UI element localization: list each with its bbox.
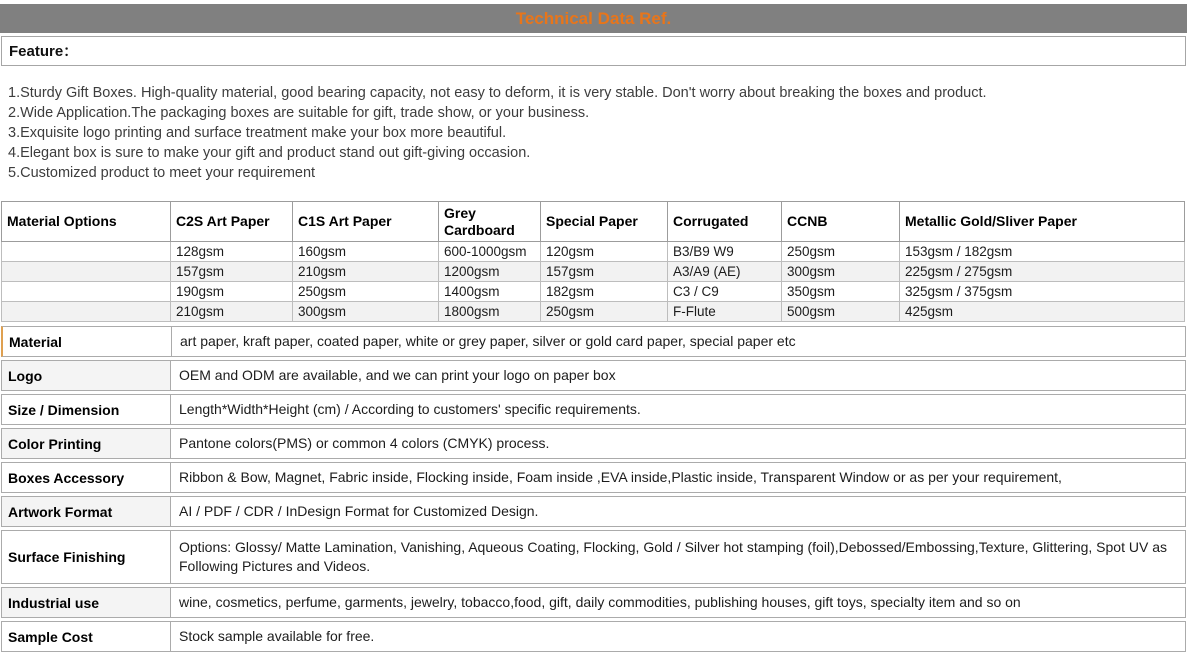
spec-table-cell: 160gsm	[293, 242, 439, 262]
spec-table-row	[2, 302, 1185, 322]
detail-label: Size / Dimension	[2, 395, 171, 424]
material-options-table	[1, 201, 1185, 322]
feature-item: 4.Elegant box is sure to make your gift and product stand out gift-giving occasion.	[8, 145, 531, 161]
spec-table-cell	[2, 302, 171, 322]
detail-row-color-printing	[1, 428, 1186, 459]
spec-table-cell	[2, 282, 171, 302]
spec-table-cell: 425gsm	[900, 302, 1185, 322]
detail-value: Length*Width*Height (cm) / According to customers' specific requirements.	[171, 395, 1185, 424]
spec-table-cell: 600-1000gsm	[439, 242, 541, 262]
detail-value: Stock sample available for free.	[171, 622, 1185, 651]
feature-item: 1.Sturdy Gift Boxes. High-quality material, good bearing capacity, not easy to deform, it is very stable. Don't worry about breaking the boxes and product.	[8, 85, 987, 101]
spec-table-row	[2, 282, 1185, 302]
detail-label: Sample Cost	[2, 622, 171, 651]
feature-item: 2.Wide Application.The packaging boxes are suitable for gift, trade show, or your business.	[8, 105, 590, 121]
detail-row-logo	[1, 360, 1186, 391]
detail-rows	[1, 326, 1186, 652]
spec-table-cell: 157gsm	[171, 262, 293, 282]
detail-value: Pantone colors(PMS) or common 4 colors (CMYK) process.	[171, 429, 1185, 458]
spec-table-cell: 300gsm	[782, 262, 900, 282]
detail-row-surface-finishing	[1, 530, 1186, 584]
spec-table-cell: 1200gsm	[439, 262, 541, 282]
spec-table-cell	[2, 262, 171, 282]
detail-value: Options: Glossy/ Matte Lamination, Vanishing, Aqueous Coating, Flocking, Gold / Silver hot stamping (foil),Debossed/Embossing,Texture, Glittering, Spot UV as Following Pictures and Videos.	[171, 531, 1185, 583]
spec-table-cell: 157gsm	[541, 262, 668, 282]
spec-table-cell: 120gsm	[541, 242, 668, 262]
spec-table-header-cell: Grey Cardboard	[439, 202, 541, 242]
spec-table-cell: 500gsm	[782, 302, 900, 322]
spec-table-header-cell: C2S Art Paper	[171, 202, 293, 242]
spec-table-cell: F-Flute	[668, 302, 782, 322]
detail-value: OEM and ODM are available, and we can print your logo on paper box	[171, 361, 1185, 390]
detail-row-industrial-use	[1, 587, 1186, 618]
spec-table-cell: 300gsm	[293, 302, 439, 322]
page-title: Technical Data Ref.	[515, 9, 672, 28]
spec-table-cell: 250gsm	[293, 282, 439, 302]
detail-label: Boxes Accessory	[2, 463, 171, 492]
detail-label: Industrial use	[2, 588, 171, 617]
spec-table-cell: C3 / C9	[668, 282, 782, 302]
detail-label: Material	[3, 327, 172, 356]
detail-value: Ribbon & Bow, Magnet, Fabric inside, Flocking inside, Foam inside ,EVA inside,Plastic inside, Transparent Window or as per your requirement,	[171, 463, 1185, 492]
spec-table-cell: 1400gsm	[439, 282, 541, 302]
detail-value: wine, cosmetics, perfume, garments, jewelry, tobacco,food, gift, daily commodities, publishing houses, gift toys, specialty item and so on	[171, 588, 1185, 617]
feature-item: 3.Exquisite logo printing and surface treatment make your box more beautiful.	[8, 125, 507, 141]
detail-row-artwork-format	[1, 496, 1186, 527]
detail-row-size-dimension	[1, 394, 1186, 425]
detail-label: Surface Finishing	[2, 531, 171, 583]
spec-table-cell: 128gsm	[171, 242, 293, 262]
spec-table-header-cell: CCNB	[782, 202, 900, 242]
spec-table-header-cell: C1S Art Paper	[293, 202, 439, 242]
detail-label: Logo	[2, 361, 171, 390]
spec-table-cell: A3/A9 (AE)	[668, 262, 782, 282]
feature-heading-box	[1, 36, 1186, 66]
spec-table-header-cell: Material Options	[2, 202, 171, 242]
spec-table-cell: 182gsm	[541, 282, 668, 302]
detail-value: art paper, kraft paper, coated paper, white or grey paper, silver or gold card paper, special paper etc	[172, 327, 1185, 356]
detail-row-material	[1, 326, 1186, 357]
spec-table-cell: 350gsm	[782, 282, 900, 302]
spec-table-header-cell: Metallic Gold/Sliver Paper	[900, 202, 1185, 242]
spec-table-cell: B3/B9 W9	[668, 242, 782, 262]
spec-table-cell: 1800gsm	[439, 302, 541, 322]
spec-table-cell	[2, 242, 171, 262]
spec-table-row	[2, 242, 1185, 262]
spec-table-cell: 153gsm / 182gsm	[900, 242, 1185, 262]
spec-table-cell: 250gsm	[782, 242, 900, 262]
spec-table-body	[2, 242, 1185, 322]
detail-row-sample-cost	[1, 621, 1186, 652]
detail-label: Artwork Format	[2, 497, 171, 526]
feature-heading: Feature：	[9, 43, 79, 60]
spec-table-header-row	[2, 202, 1185, 242]
spec-table-row	[2, 262, 1185, 282]
detail-label: Color Printing	[2, 429, 171, 458]
spec-table-cell: 325gsm / 375gsm	[900, 282, 1185, 302]
page-title-bar	[0, 4, 1187, 33]
detail-row-boxes-accessory	[1, 462, 1186, 493]
spec-table-cell: 250gsm	[541, 302, 668, 322]
feature-list	[0, 66, 1187, 193]
spec-table-cell: 225gsm / 275gsm	[900, 262, 1185, 282]
spec-table-header-cell: Corrugated	[668, 202, 782, 242]
spec-table-head	[2, 202, 1185, 242]
feature-item: 5.Customized product to meet your requirement	[8, 165, 316, 181]
spec-table-cell: 210gsm	[171, 302, 293, 322]
detail-value: AI / PDF / CDR / InDesign Format for Customized Design.	[171, 497, 1185, 526]
spec-table-cell: 190gsm	[171, 282, 293, 302]
spec-table-header-cell: Special Paper	[541, 202, 668, 242]
spec-table-cell: 210gsm	[293, 262, 439, 282]
